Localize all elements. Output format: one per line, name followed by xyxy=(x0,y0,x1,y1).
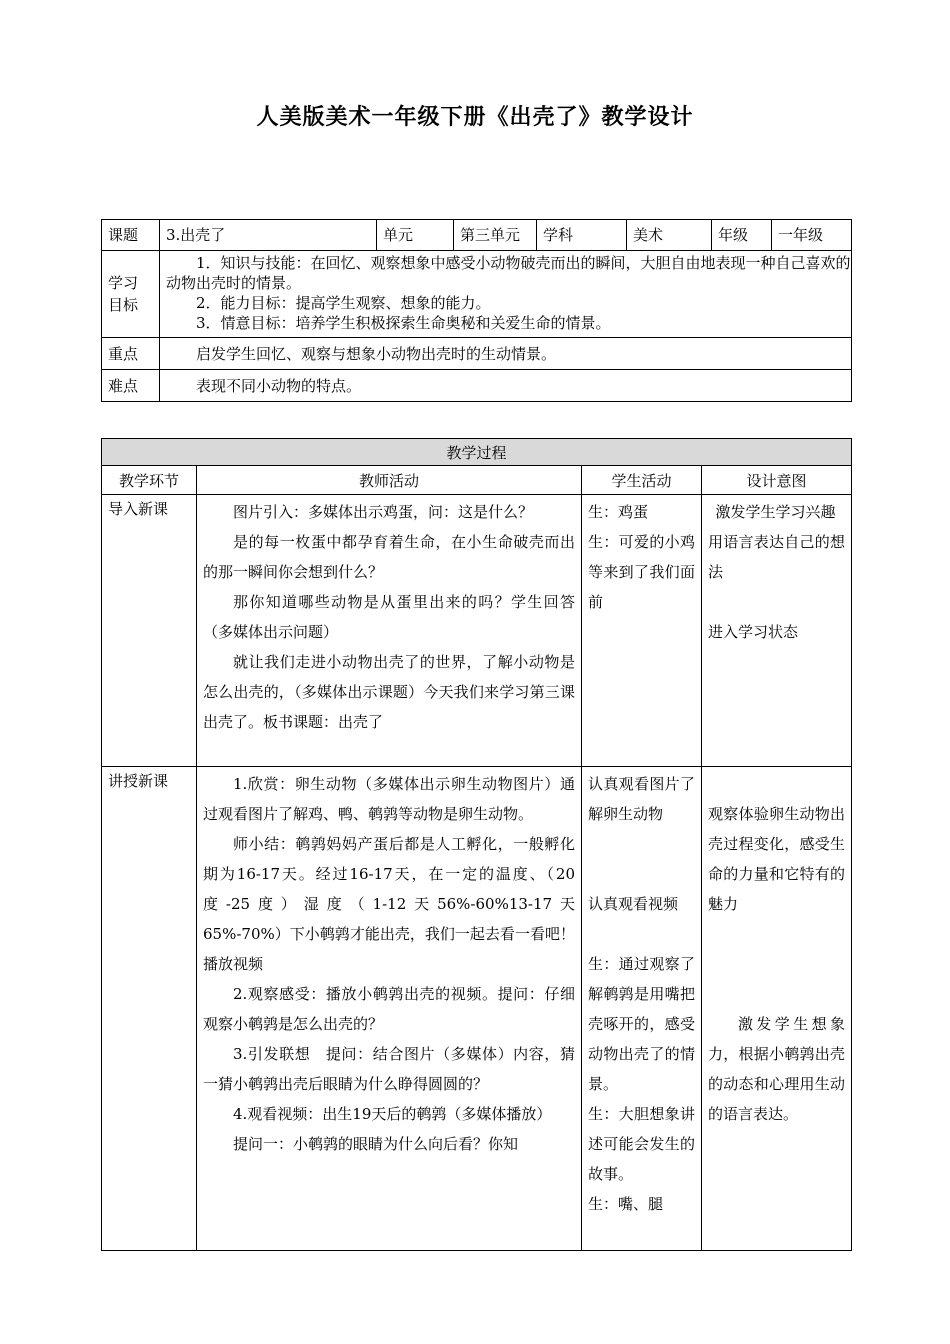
info-header-row xyxy=(102,220,852,251)
section-label: 讲授新课 xyxy=(102,767,197,1251)
process-columns-row xyxy=(102,466,852,495)
student-paragraph: 生：可爱的小鸡等来到了我们面前 xyxy=(588,533,695,611)
key-label: 重点 xyxy=(102,338,160,370)
teacher-paragraph: 图片引入：多媒体出示鸡蛋，问：这是什么？ xyxy=(233,503,534,521)
process-row-new-lesson xyxy=(102,767,852,1251)
section-label: 导入新课 xyxy=(102,495,197,767)
teacher-paragraph: 那你知道哪些动物是从蛋里出来的吗？学生回答（多媒体出示问题） xyxy=(203,593,575,641)
column-header: 教学环节 xyxy=(102,466,197,495)
teacher-paragraph: 师小结：鹌鹑妈妈产蛋后都是人工孵化，一般孵化期为16-17天。经过16-17天，在一定的温度、（20度-25度）湿度（1-12天56%-60%13-17天65%-70%）下小鹌鹑才能出壳，我们一起去看一看吧！播放视频 xyxy=(203,835,575,973)
page-title: 人美版美术一年级下册《出壳了》教学设计 xyxy=(256,104,694,130)
student-paragraph: 生：大胆想象讲述可能会发生的故事。 xyxy=(588,1105,695,1183)
teacher-paragraph: 提问一：小鹌鹑的眼睛为什么向后看？你知 xyxy=(233,1135,519,1153)
teacher-paragraph: 4.观看视频：出生19天后的鹌鹑（多媒体播放） xyxy=(233,1105,552,1123)
key-value: 启发学生回忆、观察与想象小动物出壳时的生动情景。 xyxy=(160,338,852,370)
goal-item: 3．情意目标：培养学生积极探索生命奥秘和关爱生命的情景。 xyxy=(196,314,611,332)
grade-value: 一年级 xyxy=(772,220,852,251)
column-header: 设计意图 xyxy=(702,466,852,495)
intent-paragraph: 进入学习状态 xyxy=(708,623,799,641)
teacher-paragraph: 就让我们走进小动物出壳了的世界，了解小动物是怎么出壳的，（多媒体出示课题）今天我们来学习第三课出壳了。板书课题：出壳了 xyxy=(203,653,575,731)
topic-value: 3.出壳了 xyxy=(160,220,377,251)
key-row xyxy=(102,338,852,370)
student-activity xyxy=(582,767,702,1251)
unit-label: 单元 xyxy=(377,220,454,251)
student-paragraph: 生：鸡蛋 xyxy=(588,503,649,521)
teacher-paragraph: 是的每一枚蛋中都孕育着生命，在小生命破壳而出的那一瞬间你会想到什么？ xyxy=(203,533,575,581)
goal-item: 2．能力目标：提高学生观察、想象的能力。 xyxy=(196,294,491,312)
goals-content xyxy=(160,251,852,338)
design-intent xyxy=(702,767,852,1251)
goals-label: 学习 目标 xyxy=(102,251,160,338)
student-activity xyxy=(582,495,702,767)
unit-value: 第三单元 xyxy=(454,220,537,251)
topic-label: 课题 xyxy=(102,220,160,251)
intent-paragraph: 激发学生想象力，根据小鹌鹑出壳的动态和心理用生动的语言表达。 xyxy=(708,1015,846,1123)
column-header: 学生活动 xyxy=(582,466,702,495)
student-paragraph: 认真观看视频 xyxy=(588,895,679,913)
difficulty-label: 难点 xyxy=(102,370,160,402)
teacher-activity xyxy=(197,767,582,1251)
goals-row xyxy=(102,251,852,338)
student-paragraph: 认真观看图片了解卵生动物 xyxy=(588,775,695,823)
subject-value: 美术 xyxy=(627,220,712,251)
process-heading-row xyxy=(102,439,852,466)
process-heading: 教学过程 xyxy=(102,439,852,466)
intent-paragraph: 观察体验卵生动物出壳过程变化，感受生命的力量和它特有的魅力 xyxy=(708,805,846,913)
teacher-paragraph: 3.引发联想 提问：结合图片（多媒体）内容，猜一猜小鹌鹑出壳后眼睛为什么睁得圆圆的？ xyxy=(203,1045,575,1093)
difficulty-row xyxy=(102,370,852,402)
teacher-activity xyxy=(197,495,582,767)
design-intent xyxy=(702,495,852,767)
student-paragraph: 生：通过观察了解鹌鹑是用嘴把壳啄开的，感受动物出壳了的情景。 xyxy=(588,955,695,1093)
teacher-paragraph: 1.欣赏：卵生动物（多媒体出示卵生动物图片）通过观看图片了解鸡、鸭、鹌鹑等动物是卵生动物。 xyxy=(203,775,575,823)
process-row-intro xyxy=(102,495,852,767)
grade-label: 年级 xyxy=(712,220,772,251)
lesson-info-table xyxy=(101,219,852,402)
difficulty-value: 表现不同小动物的特点。 xyxy=(160,370,852,402)
intent-paragraph: 用语言表达自己的想法 xyxy=(708,533,846,581)
subject-label: 学科 xyxy=(537,220,627,251)
goal-item: 1．知识与技能：在回忆、观察想象中感受小动物破壳而出的瞬间，大胆自由地表现一种自己喜欢的动物出壳时的情景。 xyxy=(166,254,851,292)
teaching-process-table xyxy=(101,438,852,1251)
teacher-paragraph: 2.观察感受：播放小鹌鹑出壳的视频。提问：仔细观察小鹌鹑是怎么出壳的？ xyxy=(203,985,575,1033)
intent-paragraph: 激发学生学习兴趣 xyxy=(715,503,836,521)
student-paragraph: 生：嘴、腿 xyxy=(588,1195,664,1213)
column-header: 教师活动 xyxy=(197,466,582,495)
